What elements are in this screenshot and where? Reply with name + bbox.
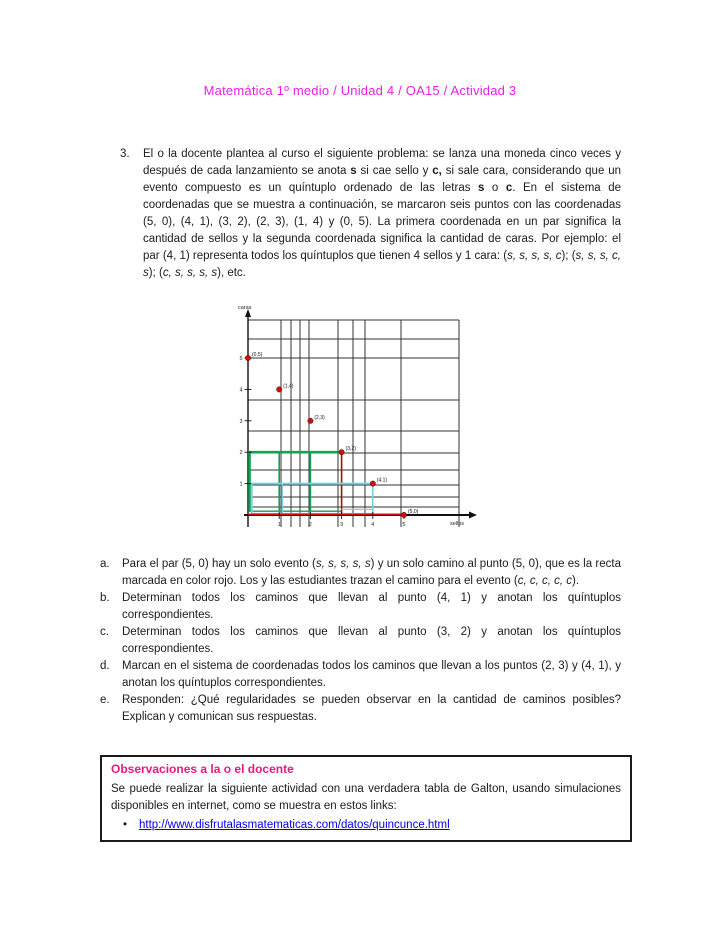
observations-box xyxy=(100,755,632,842)
task-item xyxy=(100,658,621,692)
point-label: (0,5) xyxy=(252,352,263,358)
y-tick-label: 1 xyxy=(239,481,243,488)
task-letter: a. xyxy=(100,558,110,570)
task-text: Marcan en el sistema de coordenadas todos los caminos que llevan a los puntos (2, 3) y (4, 1), y anotan los quíntuplos correspondientes. xyxy=(122,660,621,689)
task-text: Responden: ¿Qué regularidades se pueden observar en la cantidad de caminos posibles? Explican y comunican sus respuestas. xyxy=(122,694,621,723)
point-label: (1,4) xyxy=(283,383,294,390)
task-list xyxy=(100,556,621,726)
y-tick-label: 2 xyxy=(239,450,243,457)
data-point xyxy=(245,355,250,360)
task-letter: e. xyxy=(100,694,110,706)
x-tick-label: 3 xyxy=(340,522,344,528)
point-label: (3,2) xyxy=(345,446,356,453)
problem-number: 3. xyxy=(120,148,130,160)
data-point xyxy=(277,387,282,392)
x-tick-label: 5 xyxy=(402,522,406,528)
point-label: (2,3) xyxy=(314,414,325,421)
x-tick-label: 2 xyxy=(308,522,312,528)
observations-box-title: Observaciones a la o el docente xyxy=(111,762,294,776)
point-label: (4,1) xyxy=(376,477,388,484)
data-point xyxy=(401,512,406,517)
y-tick-label: 5 xyxy=(239,356,243,362)
task-letter: c. xyxy=(100,626,109,638)
observations-box-text: Se puede realizar la siguiente actividad con una verdadera tabla de Galton, usando simulaciones disponibles en internet, como se muestra en estos links: xyxy=(111,783,621,812)
galton-link[interactable]: http://www.disfrutalasmatematicas.com/datos/quincunce.html xyxy=(139,819,450,831)
task-item xyxy=(100,556,621,590)
task-item xyxy=(100,692,621,726)
y-tick-label: 3 xyxy=(239,418,243,425)
point-label: (5,0) xyxy=(408,509,419,515)
coordinate-graph xyxy=(236,300,486,543)
link-bullet-row xyxy=(111,817,621,833)
x-tick-label: 1 xyxy=(277,522,281,528)
problem-text: El o la docente plantea al curso el siguiente problema: se lanza una moneda cinco veces y después de cada lanzamiento se anota s si cae sello y c, si sale cara, considerando que un evento compuesto es un quíntuplo ordenado de las letras s o c. En el sistema de coordenadas que se muestra a continuación, se marcaron seis puntos con las coordenadas (5, 0), (4, 1), (3, 2), (2, 3), (1, 4) y (0, 5). La primera coordenada en un par significa la cantidad de sellos y la segunda coordenada significa la cantidad de caras. Por ejemplo: el par (4, 1) representa todos los quíntuplos que tienen 4 sellos y 1 cara: (s, s, s, s, c); (s, s, s, c, s); (c, s, s, s, s), etc. xyxy=(143,148,621,279)
task-text: Determinan todos los caminos que llevan al punto (3, 2) y anotan los quíntuplos correspondientes. xyxy=(122,626,621,655)
x-axis-label: sellos xyxy=(450,521,465,527)
problem-item xyxy=(120,146,621,282)
task-item xyxy=(100,590,621,624)
task-text: Para el par (5, 0) hay un solo evento (s, s, s, s, s) y un solo camino al punto (5, 0), que es la recta marcada en color rojo. Los y las estudiantes trazan el camino para el evento (c, c, c, c, c). xyxy=(122,558,621,587)
y-axis-label: caras xyxy=(238,305,252,311)
task-item xyxy=(100,624,621,658)
task-letter: b. xyxy=(100,592,110,604)
x-tick-label: 4 xyxy=(371,522,375,528)
task-text: Determinan todos los caminos que llevan al punto (4, 1) y anotan los quíntuplos correspondientes. xyxy=(122,592,621,621)
task-letter: d. xyxy=(100,660,110,672)
data-point xyxy=(370,481,375,486)
data-point xyxy=(308,418,313,423)
page-title: Matemática 1º medio / Unidad 4 / OA15 / Actividad 3 xyxy=(203,83,517,98)
x-axis-arrow-icon xyxy=(469,512,477,519)
graph-svg xyxy=(236,300,486,540)
data-point xyxy=(339,450,344,455)
y-tick-label: 4 xyxy=(239,387,243,394)
bullet-icon: • xyxy=(123,819,128,831)
